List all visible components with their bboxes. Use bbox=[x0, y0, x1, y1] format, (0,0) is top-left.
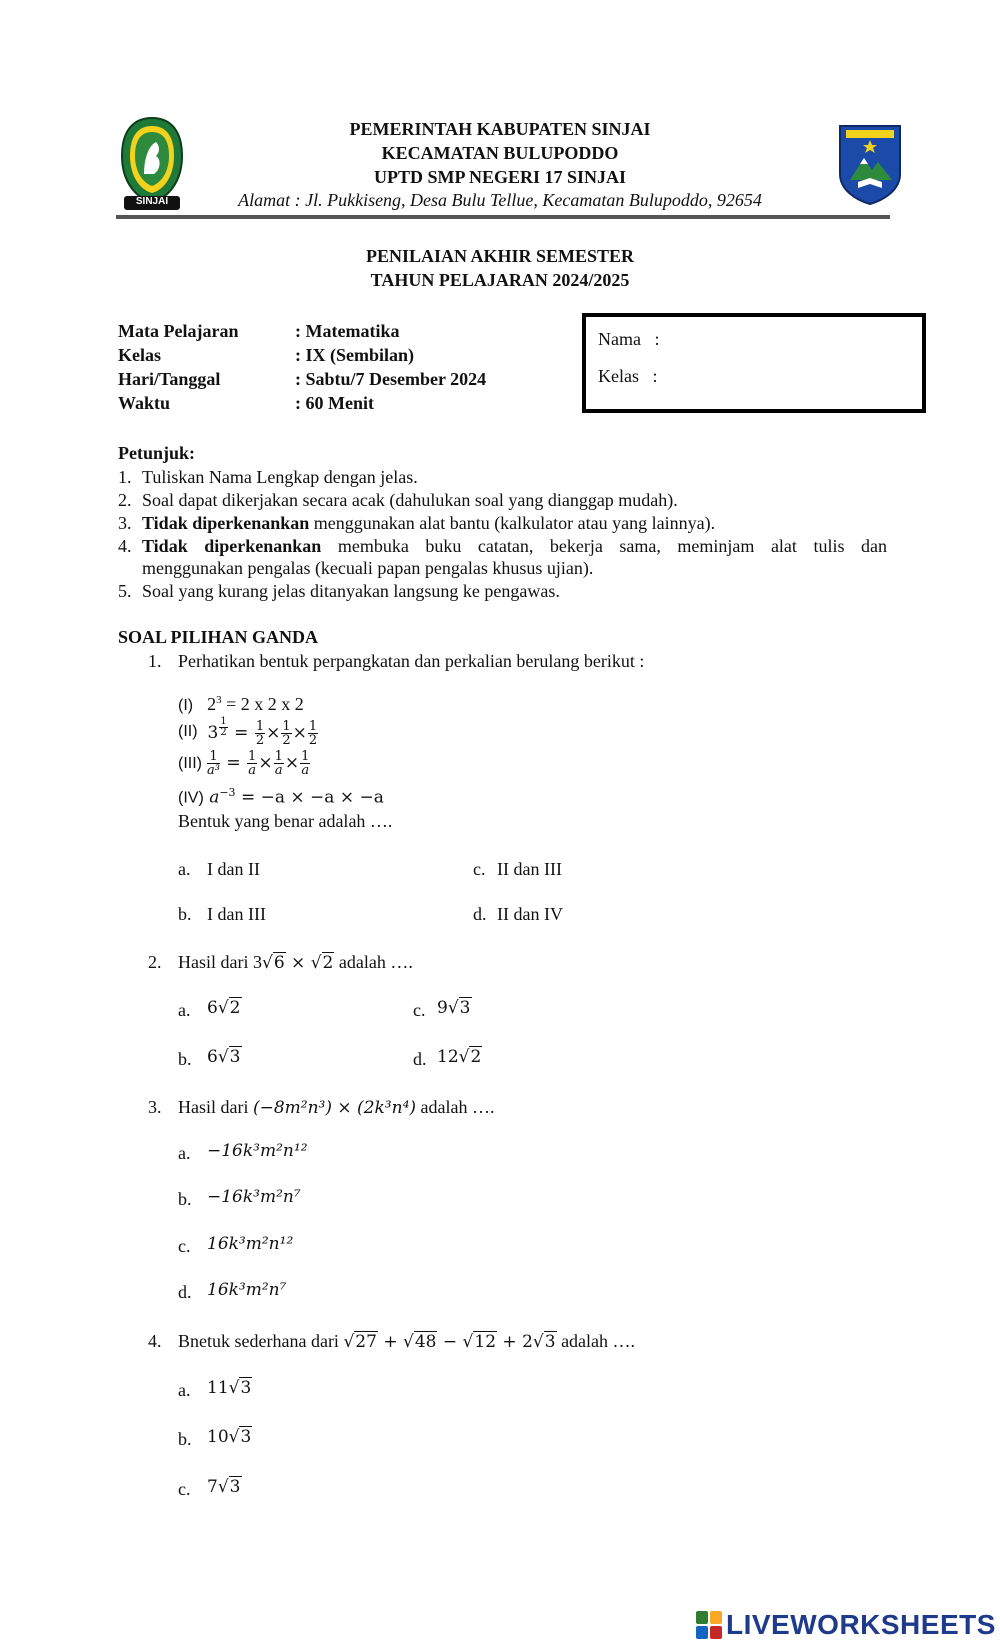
option-letter[interactable]: b. bbox=[178, 1429, 192, 1449]
expansion: = −a × −a × −a bbox=[235, 787, 384, 808]
option-letter[interactable]: b. bbox=[178, 1189, 192, 1209]
question-text: Hasil dari 3√6 × √2 adalah …. bbox=[178, 952, 413, 973]
radicand: 3 bbox=[240, 1427, 252, 1447]
coefficient: 9 bbox=[437, 998, 448, 1018]
question-suffix: adalah …. bbox=[334, 952, 413, 972]
coefficient: 7 bbox=[207, 1477, 218, 1497]
radicand: 3 bbox=[459, 998, 471, 1018]
emphasis: Tidak diperkenankan bbox=[142, 513, 310, 533]
question-number: 1. bbox=[148, 651, 162, 671]
roman-label: (II) bbox=[178, 723, 198, 741]
exponent: 3 bbox=[216, 694, 222, 706]
option-letter[interactable]: a. bbox=[178, 859, 191, 879]
option-letter[interactable]: c. bbox=[178, 1236, 191, 1256]
exam-year: TAHUN PELAJARAN 2024/2025 bbox=[370, 270, 630, 290]
exam-title: PENILAIAN AKHIR SEMESTER bbox=[365, 246, 635, 266]
question-number: 4. bbox=[148, 1331, 162, 1351]
coefficient: 11 bbox=[207, 1378, 229, 1398]
radicand: 6 bbox=[273, 953, 285, 973]
base: a bbox=[209, 787, 220, 808]
question-prefix: Hasil dari 3 bbox=[178, 952, 262, 972]
question-text bbox=[178, 1095, 495, 1120]
instructions-title: Petunjuk: bbox=[118, 443, 196, 463]
question-prefix: Bnetuk sederhana dari bbox=[178, 1331, 344, 1351]
option-text[interactable]: I dan III bbox=[207, 904, 266, 924]
radicand: 12 bbox=[474, 1332, 497, 1352]
name-field-label[interactable]: Nama : bbox=[598, 329, 660, 349]
class-field-label[interactable]: Kelas : bbox=[598, 366, 658, 386]
option-text[interactable]: 6√3 bbox=[207, 1047, 241, 1067]
liveworksheets-watermark bbox=[696, 1609, 996, 1641]
radicand: 3 bbox=[240, 1378, 252, 1398]
government-title: PEMERINTAH KABUPATEN SINJAI bbox=[349, 119, 651, 139]
instruction-text-continued: menggunakan pengalas (kecuali papan pengalas khusus ujian). bbox=[142, 558, 594, 578]
option-letter[interactable]: d. bbox=[413, 1049, 427, 1069]
school-title: UPTD SMP NEGERI 17 SINJAI bbox=[373, 167, 627, 187]
liveworksheets-logo-icon bbox=[696, 1611, 722, 1639]
radicand: 3 bbox=[229, 1477, 241, 1497]
option-text[interactable]: 11√3 bbox=[207, 1378, 252, 1398]
math-expression: 3 $^{\frac{1}{2}}$ = $\frac{1}{2}$ × $\frac{1}{2}$ × $\frac{1}{2}$ bbox=[207, 716, 318, 749]
coefficient: 6 bbox=[207, 998, 218, 1018]
info-label: Kelas bbox=[118, 345, 161, 365]
school-address: Alamat : Jl. Pukkiseng, Desa Bulu Tellue, Kecamatan Bulupoddo, 92654 bbox=[238, 190, 762, 210]
statement-i bbox=[178, 694, 304, 715]
radicand: 48 bbox=[414, 1332, 437, 1352]
radicand: 27 bbox=[355, 1332, 377, 1352]
option-text[interactable]: 10√3 bbox=[207, 1427, 252, 1447]
option-letter[interactable]: d. bbox=[473, 904, 487, 924]
option-letter[interactable]: a. bbox=[178, 1380, 191, 1400]
operator: − bbox=[442, 1332, 458, 1352]
coefficient: 6 bbox=[207, 1047, 218, 1067]
option-letter[interactable]: c. bbox=[413, 1000, 426, 1020]
roman-label: (IV) bbox=[178, 789, 204, 807]
radicand: 2 bbox=[229, 998, 241, 1018]
instruction-text bbox=[142, 511, 715, 535]
instruction-number: 2. bbox=[118, 490, 132, 510]
expansion: = 2 x 2 x 2 bbox=[221, 694, 304, 714]
radicand: 3 bbox=[544, 1332, 556, 1352]
option-letter[interactable]: b. bbox=[178, 904, 192, 924]
instruction-number: 3. bbox=[118, 513, 132, 533]
question-suffix: adalah …. bbox=[556, 1331, 636, 1351]
info-value: : 60 Menit bbox=[295, 393, 374, 413]
option-letter[interactable]: c. bbox=[178, 1479, 191, 1499]
header-divider bbox=[116, 215, 890, 219]
option-text[interactable]: 6√2 bbox=[207, 998, 241, 1018]
question-prompt: Bentuk yang benar adalah …. bbox=[178, 811, 393, 831]
instruction-number: 4. bbox=[118, 536, 132, 556]
math-expression: (−8m²n³) × (2k³n⁴) bbox=[252, 1098, 417, 1118]
instruction-rest: menggunakan alat bantu (kalkulator atau yang lainnya). bbox=[309, 513, 716, 533]
coefficient: 12 bbox=[437, 1047, 459, 1067]
option-text[interactable]: 7√3 bbox=[207, 1477, 241, 1497]
emblem-label: SINJAI bbox=[135, 196, 169, 207]
question-text bbox=[178, 1329, 635, 1354]
emphasis: Tidak diperkenankan bbox=[142, 536, 322, 556]
operator: + bbox=[383, 1332, 398, 1352]
radicand: 2 bbox=[470, 1047, 482, 1067]
school-shield-icon bbox=[838, 124, 902, 206]
instruction-rest: membuka buku catatan, bekerja sama, meminjam alat tulis dan bbox=[321, 536, 887, 556]
instruction-text: Tuliskan Nama Lengkap dengan jelas. bbox=[142, 467, 418, 487]
math-expression: $\frac{1}{\text{a³}}$ = $\frac{1}{a}$ × $\frac{1}{a}$ × $\frac{1}{a}$ bbox=[207, 749, 310, 778]
option-text[interactable]: 12√2 bbox=[437, 1047, 482, 1067]
statement-iv bbox=[178, 786, 384, 808]
coefficient: 10 bbox=[207, 1427, 229, 1447]
option-text[interactable]: I dan II bbox=[207, 859, 260, 879]
question-prefix: Hasil dari bbox=[178, 1097, 253, 1117]
statement-iii bbox=[178, 750, 311, 777]
roman-label: (I) bbox=[178, 697, 194, 714]
option-text[interactable]: 16k³m²n⁷ bbox=[207, 1280, 287, 1300]
info-label: Waktu bbox=[118, 393, 171, 413]
radicand: 2 bbox=[322, 953, 334, 973]
math-expression: √27 + √48 − √12 + 2√3 bbox=[343, 1332, 556, 1352]
operator: + 2 bbox=[502, 1332, 533, 1352]
info-value: : Sabtu/7 Desember 2024 bbox=[295, 369, 487, 389]
liveworksheets-brand: LIVEWORKSHEETS bbox=[726, 1609, 996, 1640]
question-number: 2. bbox=[148, 952, 162, 972]
question-number: 3. bbox=[148, 1097, 162, 1117]
info-value: : Matematika bbox=[295, 321, 400, 341]
radicand: 3 bbox=[229, 1047, 241, 1067]
option-letter[interactable]: d. bbox=[178, 1282, 192, 1302]
info-label: Hari/Tanggal bbox=[118, 369, 221, 389]
option-text[interactable]: 16k³m²n¹² bbox=[207, 1234, 294, 1254]
option-letter[interactable]: a. bbox=[178, 1000, 191, 1020]
instruction-text: Soal yang kurang jelas ditanyakan langsung ke pengawas. bbox=[142, 581, 560, 601]
option-text[interactable]: −16k³m²n¹² bbox=[207, 1141, 308, 1161]
section-title: SOAL PILIHAN GANDA bbox=[118, 627, 319, 647]
question-text: Perhatikan bentuk perpangkatan dan perkalian berulang berikut : bbox=[178, 651, 645, 671]
exponent: −3 bbox=[219, 786, 236, 799]
info-value: : IX (Sembilan) bbox=[295, 345, 415, 365]
instruction-text: Soal dapat dikerjakan secara acak (dahulukan soal yang dianggap mudah). bbox=[142, 490, 678, 510]
option-text[interactable]: −16k³m²n⁷ bbox=[207, 1187, 301, 1207]
instruction-text bbox=[142, 534, 887, 558]
option-text[interactable]: 9√3 bbox=[437, 998, 471, 1018]
option-letter[interactable]: a. bbox=[178, 1143, 191, 1163]
base: 2 bbox=[207, 694, 217, 714]
statement-ii bbox=[178, 717, 319, 747]
option-text[interactable]: II dan III bbox=[497, 859, 562, 879]
info-label: Mata Pelajaran bbox=[118, 321, 239, 341]
instruction-number: 5. bbox=[118, 581, 132, 601]
question-suffix: adalah …. bbox=[416, 1097, 495, 1117]
district-title: KECAMATAN BULUPODDO bbox=[381, 143, 619, 163]
option-letter[interactable]: b. bbox=[178, 1049, 192, 1069]
option-letter[interactable]: c. bbox=[473, 859, 486, 879]
option-text[interactable]: II dan IV bbox=[497, 904, 563, 924]
instruction-number: 1. bbox=[118, 467, 132, 487]
roman-label: (III) bbox=[178, 754, 202, 772]
